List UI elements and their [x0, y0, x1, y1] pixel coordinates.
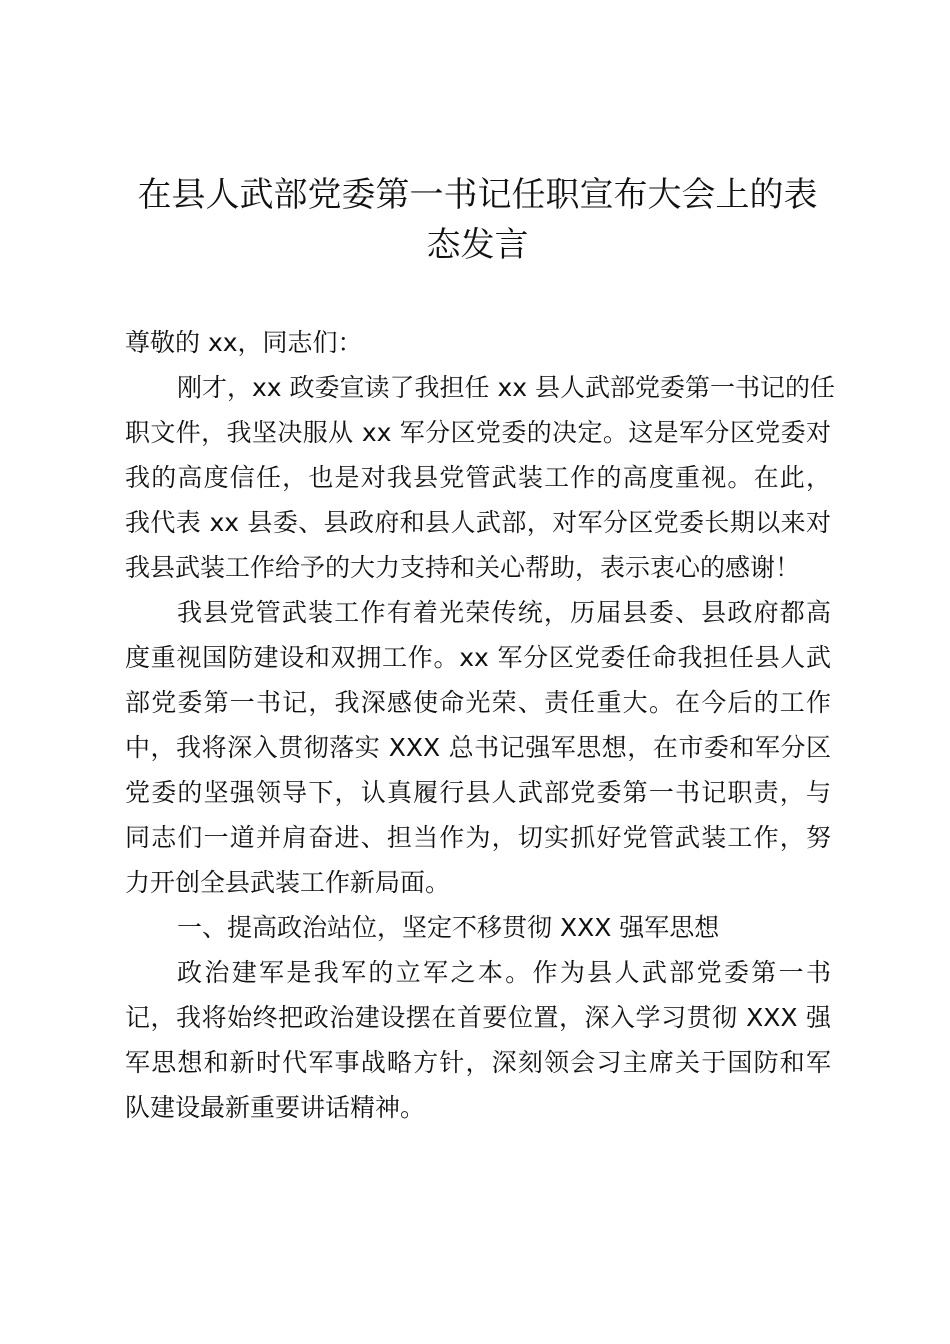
document-body — [125, 320, 836, 1130]
text-line: 政治建军是我军的立军之本。作为县人武部党委第一书 — [177, 958, 831, 987]
text-line: 同志们一道并肩奋进、担当作为，切实抓好党管武装工作，努 — [125, 823, 831, 852]
text-line: 度重视国防建设和双拥工作。xx 军分区党委任命我担任县人武 — [125, 643, 831, 672]
paragraph — [125, 365, 836, 590]
text-line: 刚才，xx 政委宣读了我担任 xx 县人武部党委第一书记的任 — [177, 373, 836, 402]
text-line: 尊敬的 xx，同志们： — [125, 328, 363, 357]
paragraph — [125, 950, 831, 1130]
title-line: 在县人武部党委第一书记任职宣布大会上的表 — [137, 175, 818, 215]
text-line: 部党委第一书记，我深感使命光荣、责任重大。在今后的工作 — [125, 688, 831, 717]
text-line: 力开创全县武装工作新局面。 — [125, 868, 451, 897]
text-line: 党委的坚强领导下，认真履行县人武部党委第一书记职责，与 — [125, 778, 831, 807]
text-line: 我县武装工作给予的大力支持和关心帮助，表示衷心的感谢！ — [125, 553, 801, 582]
paragraph — [125, 590, 831, 905]
text-line: 军思想和新时代军事战略方针，深刻领会习主席关于国防和军 — [125, 1048, 831, 1077]
text-line: 队建设最新重要讲话精神。 — [125, 1093, 426, 1122]
text-line: 我代表 xx 县委、县政府和县人武部，对军分区党委长期以来对 — [125, 508, 831, 537]
document-title — [120, 170, 835, 270]
text-line: 一、提高政治站位，坚定不移贯彻 XXX 强军思想 — [177, 913, 720, 942]
section-heading — [125, 905, 831, 950]
text-line: 记，我将始终把政治建设摆在首要位置，深入学习贯彻 XXX 强 — [125, 1003, 831, 1032]
text-line: 我的高度信任，也是对我县党管武装工作的高度重视。在此， — [125, 463, 831, 492]
text-line: 我县党管武装工作有着光荣传统，历届县委、县政府都高 — [177, 598, 831, 627]
text-line: 职文件，我坚决服从 xx 军分区党委的决定。这是军分区党委对 — [125, 418, 831, 447]
salutation — [125, 320, 831, 365]
title-line: 态发言 — [426, 225, 529, 265]
text-line: 中，我将深入贯彻落实 XXX 总书记强军思想，在市委和军分区 — [125, 733, 831, 762]
